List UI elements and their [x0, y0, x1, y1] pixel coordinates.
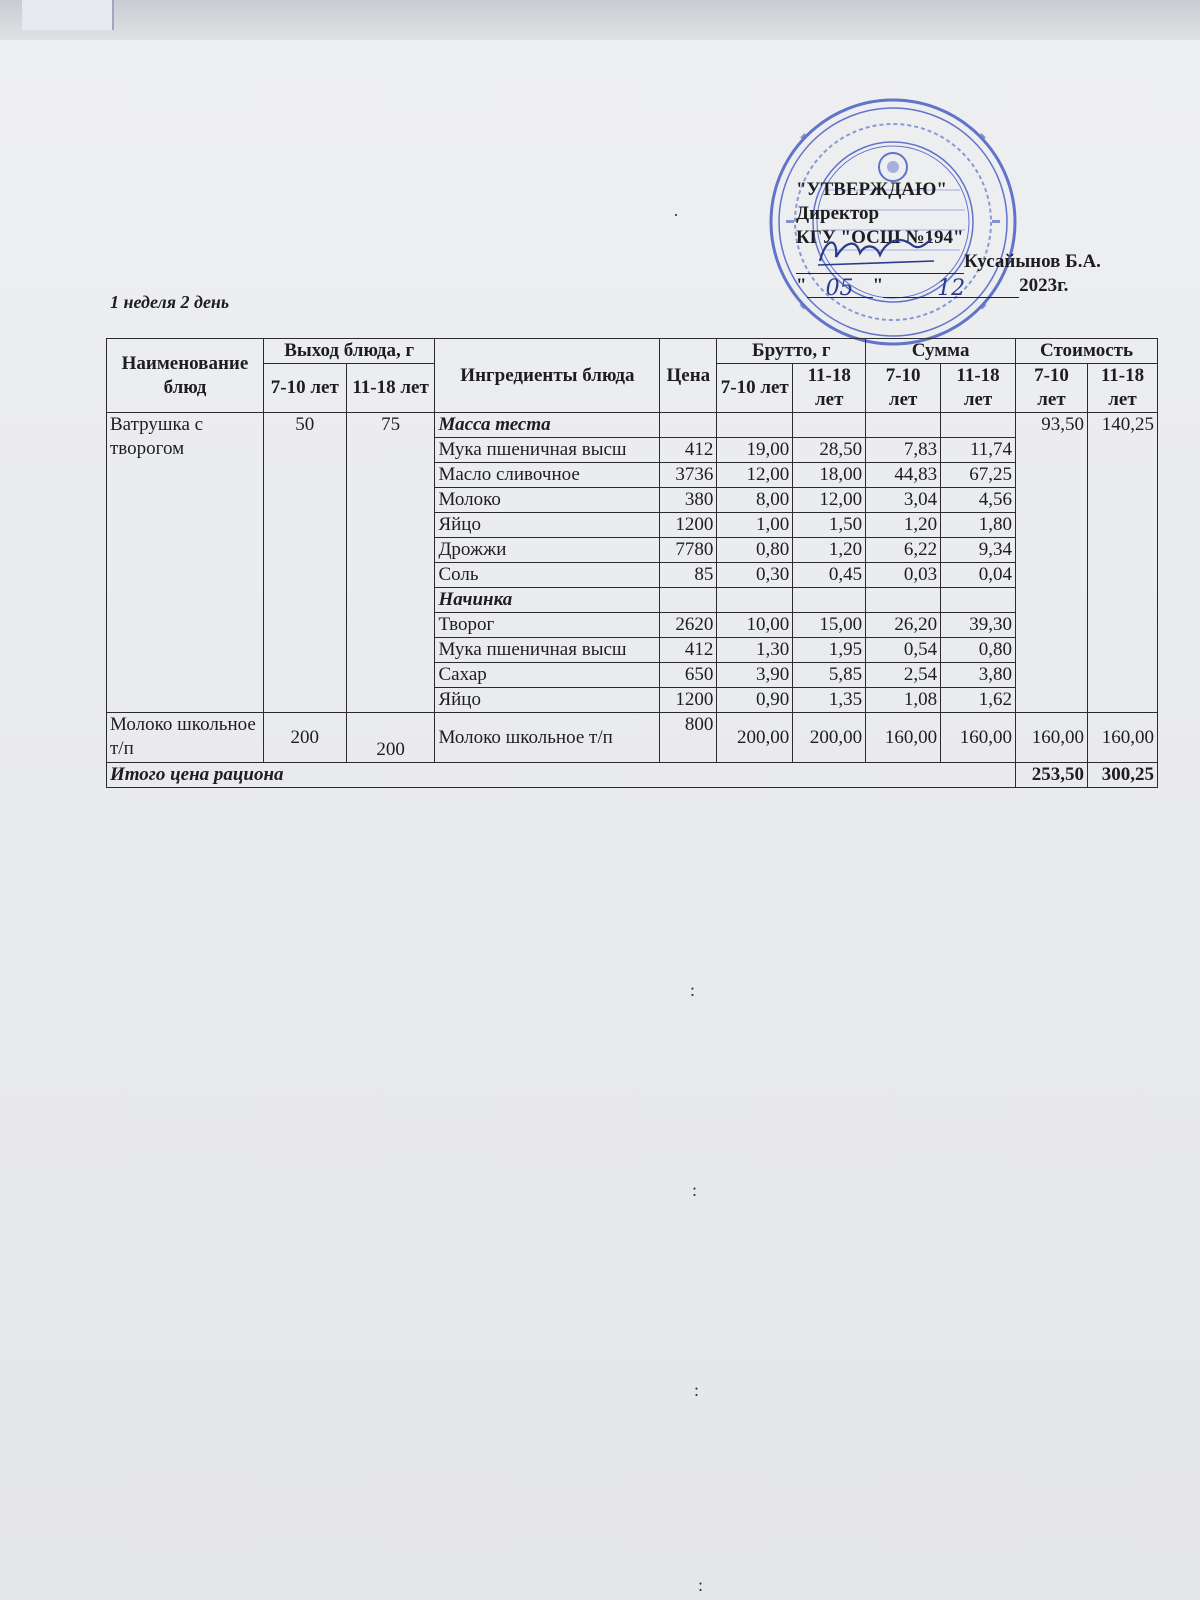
dish-cost-age1: 160,00: [1016, 713, 1088, 763]
dish-cost-age2: 160,00: [1087, 713, 1157, 763]
dish-output-age1: 200: [263, 713, 346, 763]
header-sum-age1: 7-10 лет: [866, 364, 941, 413]
sum-age1: 3,04: [866, 488, 941, 513]
ingredient-name: Сахар: [435, 663, 660, 688]
ingredient-name: Мука пшеничная высш: [435, 638, 660, 663]
brutto-age2: 1,95: [793, 638, 866, 663]
sum-age1: 1,20: [866, 513, 941, 538]
header-row-1: [107, 339, 1158, 364]
ingredient-name: Соль: [435, 563, 660, 588]
table-row: [107, 713, 1158, 763]
background-paper-tab: [22, 0, 114, 30]
ingredient-price: 7780: [660, 538, 717, 563]
brutto-age2: 1,50: [793, 513, 866, 538]
brutto-age2: 1,35: [793, 688, 866, 713]
sum-age1: 26,20: [866, 613, 941, 638]
signature-blank: [796, 253, 964, 274]
date-month: 12: [883, 277, 1019, 298]
week-day-label: 1 неделя 2 день: [110, 292, 230, 312]
empty-cell: [717, 588, 793, 613]
approval-date: [796, 274, 1156, 301]
date-quote-close: ": [872, 275, 884, 296]
ingredient-name: Молоко: [435, 488, 660, 513]
ingredient-price: 1200: [660, 513, 717, 538]
signer-name: Кусайынов Б.А.: [964, 251, 1101, 272]
sum-age2: 0,04: [941, 563, 1016, 588]
ingredient-price: 380: [660, 488, 717, 513]
approval-title: "УТВЕРЖДАЮ": [796, 179, 947, 200]
sum-age2: 67,25: [941, 463, 1016, 488]
paper-speck: ·: [673, 205, 679, 225]
ingredient-name: Масло сливочное: [435, 463, 660, 488]
ingredient-price: 650: [660, 663, 717, 688]
brutto-age2: 12,00: [793, 488, 866, 513]
header-cost: Стоимость: [1016, 339, 1158, 364]
sum-age1: 1,08: [866, 688, 941, 713]
empty-cell: [793, 588, 866, 613]
sum-age1: 7,83: [866, 438, 941, 463]
sum-age2: 0,80: [941, 638, 1016, 663]
paper-speck: :: [690, 980, 696, 1000]
date-quote-open: ": [796, 275, 807, 296]
sum-age2: 11,74: [941, 438, 1016, 463]
sum-age1: 44,83: [866, 463, 941, 488]
empty-cell: [660, 413, 717, 438]
empty-cell: [866, 413, 941, 438]
header-sum: Сумма: [866, 339, 1016, 364]
brutto-age2: 1,20: [793, 538, 866, 563]
sum-age2: 9,34: [941, 538, 1016, 563]
paper-speck: :: [694, 1380, 700, 1400]
header-ingredients: Ингредиенты блюда: [435, 339, 660, 413]
brutto-age2: 200,00: [793, 713, 866, 763]
organization-name: КГУ "ОСШ №194": [796, 227, 964, 248]
ingredient-price: 3736: [660, 463, 717, 488]
dish-output-age2: 75: [346, 413, 435, 713]
table-row: [107, 413, 1158, 438]
handwritten-signature: [816, 231, 936, 271]
empty-cell: [866, 588, 941, 613]
sum-age2: 4,56: [941, 488, 1016, 513]
total-cost-age1: 253,50: [1016, 763, 1088, 788]
sum-age1: 160,00: [866, 713, 941, 763]
sum-age1: 6,22: [866, 538, 941, 563]
empty-cell: [717, 413, 793, 438]
sum-age2: 1,62: [941, 688, 1016, 713]
signature-line: [796, 250, 1156, 274]
header-cost-age1: 7-10 лет: [1016, 364, 1088, 413]
brutto-age1: 3,90: [717, 663, 793, 688]
sum-age2: 160,00: [941, 713, 1016, 763]
ingredient-price: 412: [660, 438, 717, 463]
brutto-age1: 1,00: [717, 513, 793, 538]
sum-age2: 1,80: [941, 513, 1016, 538]
sum-age1: 2,54: [866, 663, 941, 688]
ingredient-price: 85: [660, 563, 717, 588]
ingredient-name: Молоко школьное т/п: [435, 713, 660, 763]
brutto-age1: 0,90: [717, 688, 793, 713]
brutto-age1: 0,80: [717, 538, 793, 563]
date-year: 2023г.: [1019, 275, 1069, 296]
background-sheet-edge: [0, 0, 1200, 40]
ingredient-name: Яйцо: [435, 688, 660, 713]
header-cost-age2: 11-18 лет: [1087, 364, 1157, 413]
menu-cost-table: [106, 338, 1158, 788]
empty-cell: [793, 413, 866, 438]
brutto-age2: 5,85: [793, 663, 866, 688]
director-title: Директор: [796, 203, 880, 224]
paper-speck: :: [698, 1575, 704, 1595]
dish-output-age2: 200: [346, 713, 435, 763]
dish-output-age1: 50: [263, 413, 346, 713]
ingredient-price: 1200: [660, 688, 717, 713]
brutto-age1: 8,00: [717, 488, 793, 513]
section-label: Начинка: [435, 588, 660, 613]
ingredient-name: Творог: [435, 613, 660, 638]
dish-cost-age1: 93,50: [1016, 413, 1088, 713]
brutto-age1: 0,30: [717, 563, 793, 588]
sum-age2: 3,80: [941, 663, 1016, 688]
ingredient-price: 800: [660, 713, 717, 763]
sum-age1: 0,03: [866, 563, 941, 588]
total-cost-age2: 300,25: [1087, 763, 1157, 788]
header-dish-name: Наименование блюд: [107, 339, 264, 413]
brutto-age1: 10,00: [717, 613, 793, 638]
header-brutto-age1: 7-10 лет: [717, 364, 793, 413]
header-output-age1: 7-10 лет: [263, 364, 346, 413]
ingredient-name: Мука пшеничная высш: [435, 438, 660, 463]
ingredient-name: Дрожжи: [435, 538, 660, 563]
empty-cell: [941, 413, 1016, 438]
brutto-age1: 19,00: [717, 438, 793, 463]
total-row: [107, 763, 1158, 788]
dish-cost-age2: 140,25: [1087, 413, 1157, 713]
brutto-age2: 0,45: [793, 563, 866, 588]
header-brutto-age2: 11-18 лет: [793, 364, 866, 413]
approval-block: [796, 178, 1156, 301]
ingredient-price: 412: [660, 638, 717, 663]
sum-age1: 0,54: [866, 638, 941, 663]
empty-cell: [941, 588, 1016, 613]
brutto-age2: 28,50: [793, 438, 866, 463]
header-output-age2: 11-18 лет: [346, 364, 435, 413]
brutto-age2: 15,00: [793, 613, 866, 638]
header-output: Выход блюда, г: [263, 339, 435, 364]
header-brutto: Брутто, г: [717, 339, 866, 364]
header-price: Цена: [660, 339, 717, 413]
brutto-age1: 12,00: [717, 463, 793, 488]
ingredient-price: 2620: [660, 613, 717, 638]
total-label: Итого цена рациона: [107, 763, 1016, 788]
paper-speck: :: [692, 1180, 698, 1200]
empty-cell: [660, 588, 717, 613]
section-label: Масса теста: [435, 413, 660, 438]
dish-name: Ватрушка с творогом: [107, 413, 264, 713]
dish-name: Молоко школьное т/п: [107, 713, 264, 763]
brutto-age1: 1,30: [717, 638, 793, 663]
date-day: 05: [807, 277, 873, 298]
ingredient-name: Яйцо: [435, 513, 660, 538]
header-sum-age2: 11-18 лет: [941, 364, 1016, 413]
brutto-age2: 18,00: [793, 463, 866, 488]
brutto-age1: 200,00: [717, 713, 793, 763]
sum-age2: 39,30: [941, 613, 1016, 638]
